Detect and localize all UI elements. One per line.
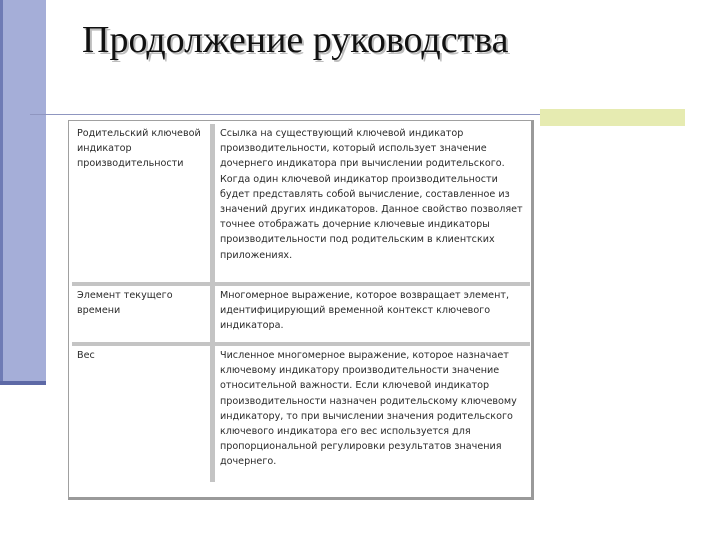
table-row bbox=[72, 124, 530, 286]
description-cell: Многомерное выражение, которое возвращает элемент, идентифицирующий временной контекст ключевого индикатора. bbox=[215, 286, 530, 346]
table-row bbox=[72, 346, 530, 482]
guide-table bbox=[72, 124, 530, 482]
decorative-accent-box bbox=[540, 109, 685, 126]
slide-title: Продолжение руководства bbox=[82, 19, 509, 61]
table-row bbox=[72, 286, 530, 346]
side-accent-bottom bbox=[0, 381, 46, 385]
term-cell: Вес bbox=[72, 346, 215, 482]
term-cell: Родительский ключевой индикатор производительности bbox=[72, 124, 215, 286]
term-cell: Элемент текущего времени bbox=[72, 286, 215, 346]
description-cell: Численное многомерное выражение, которое назначает ключевому индикатору производительности значение относительной важности. Если ключевой индикатор производительности назначен родительскому ключевому индикатору, то при вычислении значения родительского ключевого индикатора его вес используется для пропорциональной регулировки результатов значения дочернего. bbox=[220, 350, 517, 468]
description-cell: Ссылка на существующий ключевой индикатор производительности, который использует значение дочернего индикатора при вычислении родительского. Когда один ключевой индикатор производительности будет представлять собой вычисление, составленное из значений других индикаторов. Данное свойство позволяет точнее отображать дочерние ключевые индикаторы производительности под родительским в клиентских приложениях. bbox=[215, 124, 530, 286]
side-accent-edge bbox=[0, 0, 3, 384]
side-accent-bar bbox=[0, 0, 46, 384]
